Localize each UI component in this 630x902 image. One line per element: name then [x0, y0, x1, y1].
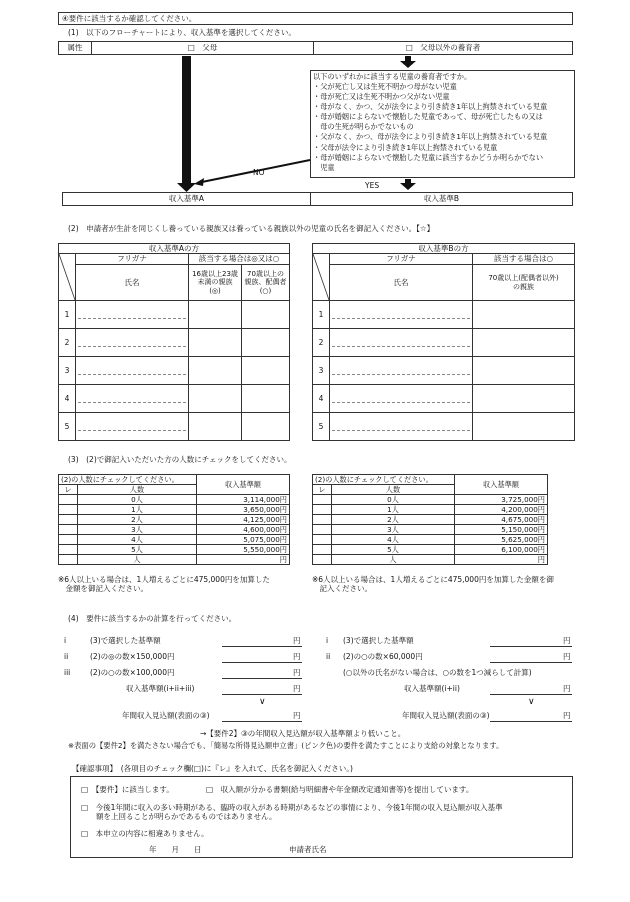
- row-number: 4: [313, 385, 330, 413]
- yen-label: 円: [293, 684, 301, 693]
- s2-title: (2) 申請者が生計を同じくし養っている親族又は養っている親族以外の児童の氏名を御記入ください。【☆】: [68, 224, 435, 233]
- result-a: 収入基準A: [63, 193, 311, 206]
- mark-cell[interactable]: [242, 329, 290, 357]
- mark-cell[interactable]: [242, 385, 290, 413]
- row-number: 5: [59, 413, 76, 441]
- calc-a-i-field[interactable]: [222, 636, 302, 647]
- calc-b-i-label: (3)で選択した基準額: [343, 636, 414, 645]
- cond-line: 母の生死が明らかでないもの: [313, 122, 414, 132]
- mark-cell[interactable]: [189, 413, 242, 441]
- relatives-table-a: [58, 243, 290, 441]
- furigana-header: フリガナ: [76, 254, 189, 265]
- calc-b-i-num: i: [326, 636, 329, 645]
- amount-cell: 3,114,000円: [197, 495, 290, 505]
- checkbox-cell[interactable]: [313, 535, 332, 545]
- checkbox-cell[interactable]: [59, 525, 78, 535]
- calc-a-total-field[interactable]: [222, 684, 302, 695]
- row-number: 5: [313, 413, 330, 441]
- name-field[interactable]: [76, 385, 189, 413]
- calc-b-estimate-field[interactable]: [490, 711, 572, 722]
- section-header: ④要件に該当するか確認してください。: [58, 12, 573, 25]
- cond-line: ・母が婚姻によらないで懐胎した児童であって、母が死亡したもの又は: [313, 112, 543, 122]
- mark-cell[interactable]: [473, 329, 575, 357]
- calc-a-iii-num: iii: [64, 668, 71, 677]
- table-a-caption: 収入基準Aの方: [59, 244, 290, 254]
- amount-cell: 5,550,000円: [197, 545, 290, 555]
- cond-line: ・母がなく、かつ、父が法令により引き続き1年以上拘禁されている児童: [313, 102, 548, 112]
- checkbox-cell[interactable]: [313, 555, 332, 565]
- confirm-title: 【確認事項】 (各項目のチェック欄(□)に『レ』を入れて、氏名を御記入ください。): [72, 764, 353, 773]
- check-label: (2)の人数にチェックしてください。: [59, 475, 197, 485]
- cond-line: ・母が死亡又は生死不明かつ父がない児童: [313, 92, 450, 102]
- col-70plus: 70歳以上(配偶者以外) の親族: [473, 264, 575, 301]
- checkbox-cell[interactable]: [313, 515, 332, 525]
- note-b: ※6人以上いる場合は、1人増えるごとに475,000円を加算した金額を御 記入ください。: [312, 575, 554, 594]
- note-a: ※6人以上いる場合は、1人増えるごとに475,000円を加算した 金額を御記入ください。: [58, 575, 270, 594]
- footnote: ※表面の【要件2】を満たさない場合でも、「簡易な所得見込額申立書」(ピンク色)の要件を満たすことにより支給の対象となります。: [68, 741, 504, 750]
- signature-label: 申請者氏名: [289, 845, 327, 854]
- count-cell: 0人: [78, 495, 197, 505]
- confirm-item-1a[interactable]: □ 【要件】に該当します。: [81, 785, 174, 794]
- checkbox-cell[interactable]: [59, 555, 78, 565]
- yen-label: 円: [563, 711, 571, 720]
- count-table-b: [312, 474, 548, 565]
- calc-a-estimate-label: 年間収入見込額(表面の③): [122, 711, 210, 720]
- calc-b-ii-field[interactable]: [490, 652, 572, 663]
- count-cell: 1人: [78, 505, 197, 515]
- checkbox-cell[interactable]: [59, 505, 78, 515]
- amount-header: 収入基準額: [455, 475, 548, 495]
- checkbox-cell[interactable]: [313, 505, 332, 515]
- cond-line: ・父母が法令により引き続き1年以上拘禁されている児童: [313, 142, 498, 152]
- name-header: 氏名: [330, 264, 473, 301]
- count-cell: 4人: [332, 535, 455, 545]
- checkbox-cell[interactable]: [313, 545, 332, 555]
- amount-cell: 3,725,000円: [455, 495, 548, 505]
- row-number: 4: [59, 385, 76, 413]
- table-b-caption: 収入基準Bの方: [313, 244, 575, 254]
- amount-header: 収入基準額: [197, 475, 290, 495]
- calc-b-i-field[interactable]: [490, 636, 572, 647]
- name-field[interactable]: [330, 357, 473, 385]
- row-number: 1: [59, 301, 76, 329]
- diag-cell: [59, 254, 76, 301]
- mark-cell[interactable]: [189, 357, 242, 385]
- calc-b-ii-num: ii: [326, 652, 331, 661]
- conclusion: →【要件2】③の年間収入見込額が収入基準額より低いこと。: [200, 729, 406, 738]
- relatives-table-b: [312, 243, 575, 441]
- applicable-header: 該当する場合は◎又は○: [189, 254, 290, 265]
- calc-b-total-label: 収入基準額(i+ii): [404, 684, 460, 693]
- amount-cell: 5,150,000円: [455, 525, 548, 535]
- confirm-item-2[interactable]: □ 今後1年間に収入の多い時期がある、臨時の収入がある時期があるなどの事情により、今後1年間の収入見込額が収入基準 額を上回ることが明らかであるものではありません。: [81, 803, 503, 822]
- cond-line: ・父が死亡し又は生死不明かつ母がない児童: [313, 82, 457, 92]
- s3-title: (3) (2)で御記入いただいた方の人数にチェックをしてください。: [68, 455, 292, 464]
- name-field[interactable]: [330, 385, 473, 413]
- amount-cell: 6,100,000円: [455, 545, 548, 555]
- calc-b-estimate-label: 年間収入見込額(表面の③): [402, 711, 490, 720]
- mark-cell[interactable]: [473, 357, 575, 385]
- furigana-header: フリガナ: [330, 254, 473, 265]
- calc-a-total-label: 収入基準額(i+ii+iii): [126, 684, 195, 693]
- amount-cell: 4,125,000円: [197, 515, 290, 525]
- calc-b-ii-label: (2)の○の数×60,000円: [343, 652, 423, 661]
- check-label: (2)の人数にチェックしてください。: [313, 475, 455, 485]
- option-parent[interactable]: □ 父母: [92, 42, 314, 55]
- mark-cell[interactable]: [242, 413, 290, 441]
- checkbox-cell[interactable]: [59, 495, 78, 505]
- mark-cell[interactable]: [473, 385, 575, 413]
- count-input[interactable]: 人: [332, 555, 455, 565]
- checkbox-cell[interactable]: [313, 495, 332, 505]
- attr-label: 属性: [59, 42, 92, 55]
- calc-a-iii-field[interactable]: [222, 668, 302, 679]
- calc-a-estimate-field[interactable]: [222, 711, 302, 722]
- confirm-item-3[interactable]: □ 本申立の内容に相違ありません。: [81, 829, 209, 838]
- confirm-box: [70, 776, 573, 858]
- name-field[interactable]: [330, 301, 473, 329]
- yen-label: 円: [293, 636, 301, 645]
- calc-a-i-label: (3)で選択した基準額: [90, 636, 161, 645]
- count-cell: 4人: [78, 535, 197, 545]
- yen-label: 円: [563, 636, 571, 645]
- checkbox-cell[interactable]: [59, 535, 78, 545]
- name-field[interactable]: [330, 413, 473, 441]
- calc-a-ii-num: ii: [64, 652, 69, 661]
- calc-a-ii-field[interactable]: [222, 652, 302, 663]
- mark-cell[interactable]: [242, 357, 290, 385]
- cond-line: ・父がなく、かつ、母が法令により引き続き1年以上拘禁されている児童: [313, 132, 548, 142]
- count-cell: 2人: [332, 515, 455, 525]
- ge-symbol: ∨: [528, 697, 535, 707]
- calc-a-ii-label: (2)の◎の数×150,000円: [90, 652, 175, 661]
- check-mark-header: レ: [313, 485, 332, 495]
- count-cell: 3人: [332, 525, 455, 535]
- name-field[interactable]: [76, 357, 189, 385]
- yen-label: 円: [293, 652, 301, 661]
- yen-label: 円: [563, 652, 571, 661]
- count-cell: 5人: [78, 545, 197, 555]
- name-field[interactable]: [76, 301, 189, 329]
- count-cell: 3人: [78, 525, 197, 535]
- count-table-a: [58, 474, 290, 565]
- name-field[interactable]: [330, 329, 473, 357]
- count-cell: 5人: [332, 545, 455, 555]
- col-16to23: 16歳以上23歳 未満の親族 (◎): [189, 264, 242, 301]
- confirm-item-1b[interactable]: □ 収入額が分かる書類(給与明細書や年金額改定通知書等)を提出しています。: [206, 785, 474, 794]
- yen-label: 円: [293, 668, 301, 677]
- mark-cell[interactable]: [473, 413, 575, 441]
- date-field[interactable]: 年 月 日: [149, 845, 202, 854]
- amount-cell: 4,200,000円: [455, 505, 548, 515]
- ge-symbol: ∨: [259, 697, 266, 707]
- result-b: 収入基準B: [311, 193, 573, 206]
- checkbox-cell[interactable]: [313, 525, 332, 535]
- amount-cell: 4,600,000円: [197, 525, 290, 535]
- mark-cell[interactable]: [473, 301, 575, 329]
- yes-label: YES: [365, 181, 380, 190]
- count-input[interactable]: 人: [78, 555, 197, 565]
- diag-cell: [313, 254, 330, 301]
- cond-line: ・母が婚姻によらないで懐胎した児童に該当するかどうか明らかでない: [313, 152, 544, 162]
- cond-line: 児童: [313, 162, 335, 172]
- count-cell: 0人: [332, 495, 455, 505]
- name-field[interactable]: [76, 413, 189, 441]
- result-table: [62, 192, 573, 206]
- col-70plus: 70歳以上の 親族、配偶者 (○): [242, 264, 290, 301]
- name-header: 氏名: [76, 264, 189, 301]
- name-field[interactable]: [76, 329, 189, 357]
- yen-label: 円: [293, 711, 301, 720]
- yen-label: 円: [563, 684, 571, 693]
- calc-a-iii-label: (2)の○の数×100,000円: [90, 668, 175, 677]
- row-number: 3: [313, 357, 330, 385]
- mark-cell[interactable]: [189, 329, 242, 357]
- option-other-guardian[interactable]: □ 父母以外の養育者: [314, 42, 573, 55]
- amount-cell: 4,675,000円: [455, 515, 548, 525]
- s4-title: (4) 要件に該当するかの計算を行ってください。: [68, 614, 237, 623]
- no-label: NO: [253, 168, 265, 177]
- amount-cell: 5,625,000円: [455, 535, 548, 545]
- mark-cell[interactable]: [189, 301, 242, 329]
- mark-cell[interactable]: [189, 385, 242, 413]
- amount-cell: 3,650,000円: [197, 505, 290, 515]
- s1-title: (1) 以下のフローチャートにより、収入基準を選択してください。: [68, 28, 296, 37]
- calc-b-total-field[interactable]: [490, 684, 572, 695]
- row-number: 2: [59, 329, 76, 357]
- count-header: 人数: [78, 485, 197, 495]
- row-number: 3: [59, 357, 76, 385]
- checkbox-cell[interactable]: [59, 515, 78, 525]
- count-header: 人数: [332, 485, 455, 495]
- row-number: 2: [313, 329, 330, 357]
- checkbox-cell[interactable]: [59, 545, 78, 555]
- row-number: 1: [313, 301, 330, 329]
- calc-b-note: (○以外の氏名がない場合は、○の数を1つ減らして計算): [343, 668, 532, 677]
- amount-cell: 5,075,000円: [197, 535, 290, 545]
- check-mark-header: レ: [59, 485, 78, 495]
- cond-line: 以下のいずれかに該当する児童の養育者ですか。: [313, 72, 472, 81]
- count-cell: 1人: [332, 505, 455, 515]
- count-cell: 2人: [78, 515, 197, 525]
- mark-cell[interactable]: [242, 301, 290, 329]
- amount-input[interactable]: 円: [197, 555, 290, 565]
- amount-input[interactable]: 円: [455, 555, 548, 565]
- calc-a-i-num: i: [64, 636, 67, 645]
- applicable-header: 該当する場合は○: [473, 254, 575, 265]
